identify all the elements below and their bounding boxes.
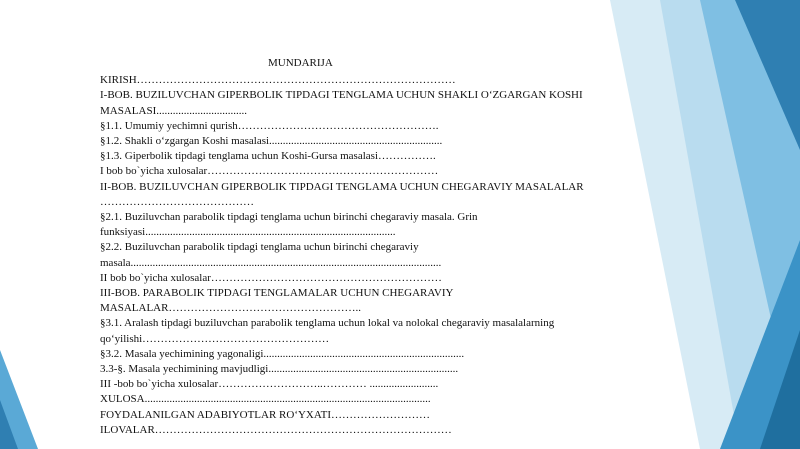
toc-line: §3.2. Masala yechimining yagonaligi......................................................................... — [100, 347, 465, 360]
toc-line: funksiyasi........................................................................................... — [100, 226, 396, 239]
toc-line: masala................................................................................................................. — [100, 256, 442, 269]
toc-line: qo‘yilishi…………………………………………… — [100, 332, 330, 345]
toc-line: §1.3. Giperbolik tipdagi tenglama uchun Koshi-Gursa masalasi……………. — [100, 150, 436, 163]
toc-line: §3.1. Aralash tipdagi buziluvchan parabolik tenglama uchun lokal va nolokal chegaraviy masalalarning — [100, 317, 555, 330]
table-of-contents — [100, 56, 640, 438]
toc-line: XULOSA........................................................................................................ — [100, 393, 431, 406]
toc-line: III -bob bo`yicha xulosalar………………………..………… ......................... — [100, 378, 439, 391]
toc-line: MASALASI................................. — [100, 104, 247, 117]
toc-line: FOYDALANILGAN ADABIYOTLAR RO‘YXATI……………………… — [100, 408, 430, 421]
toc-lines — [100, 73, 640, 438]
toc-line: §1.2. Shakli o‘zgargan Koshi masalasi............................................................... — [100, 135, 443, 148]
toc-line: §2.2. Buziluvchan parabolik tipdagi tenglama uchun birinchi chegaraviy — [100, 241, 419, 254]
toc-line: I bob bo`yicha xulosalar……………………………………………………… — [100, 165, 439, 178]
toc-line: KIRISH…………………………………………………………………………… — [100, 74, 456, 87]
toc-line: MASALALAR…………………………………………….. — [100, 302, 361, 315]
toc-line: II-BOB. BUZILUVCHAN GIPERBOLIK TIPDAGI TENGLAMA UCHUN CHEGARAVIY MASALALAR — [100, 180, 584, 193]
toc-line: III-BOB. PARABOLIK TIPDAGI TENGLAMALAR UCHUN CHEGARAVIY — [100, 287, 454, 300]
toc-line: §1.1. Umumiy yechimni qurish………………………………………………. — [100, 119, 439, 132]
toc-title: MUNDARIJA — [268, 57, 333, 69]
toc-line: §2.1. Buziluvchan parabolik tipdagi tenglama uchun birinchi chegaraviy masala. Grin — [100, 211, 478, 224]
toc-line: 3.3-§. Masala yechimining mavjudligi..................................................................... — [100, 363, 459, 376]
toc-line: …………………………………… — [100, 195, 254, 208]
toc-line: I-BOB. BUZILUVCHAN GIPERBOLIK TIPDAGI TENGLAMA UCHUN SHAKLI O‘ZGARGAN KOSHI — [100, 89, 583, 102]
toc-line: II bob bo`yicha xulosalar……………………………………………………… — [100, 271, 442, 284]
toc-line: ILOVALAR……………………………………………………………………… — [100, 423, 452, 436]
